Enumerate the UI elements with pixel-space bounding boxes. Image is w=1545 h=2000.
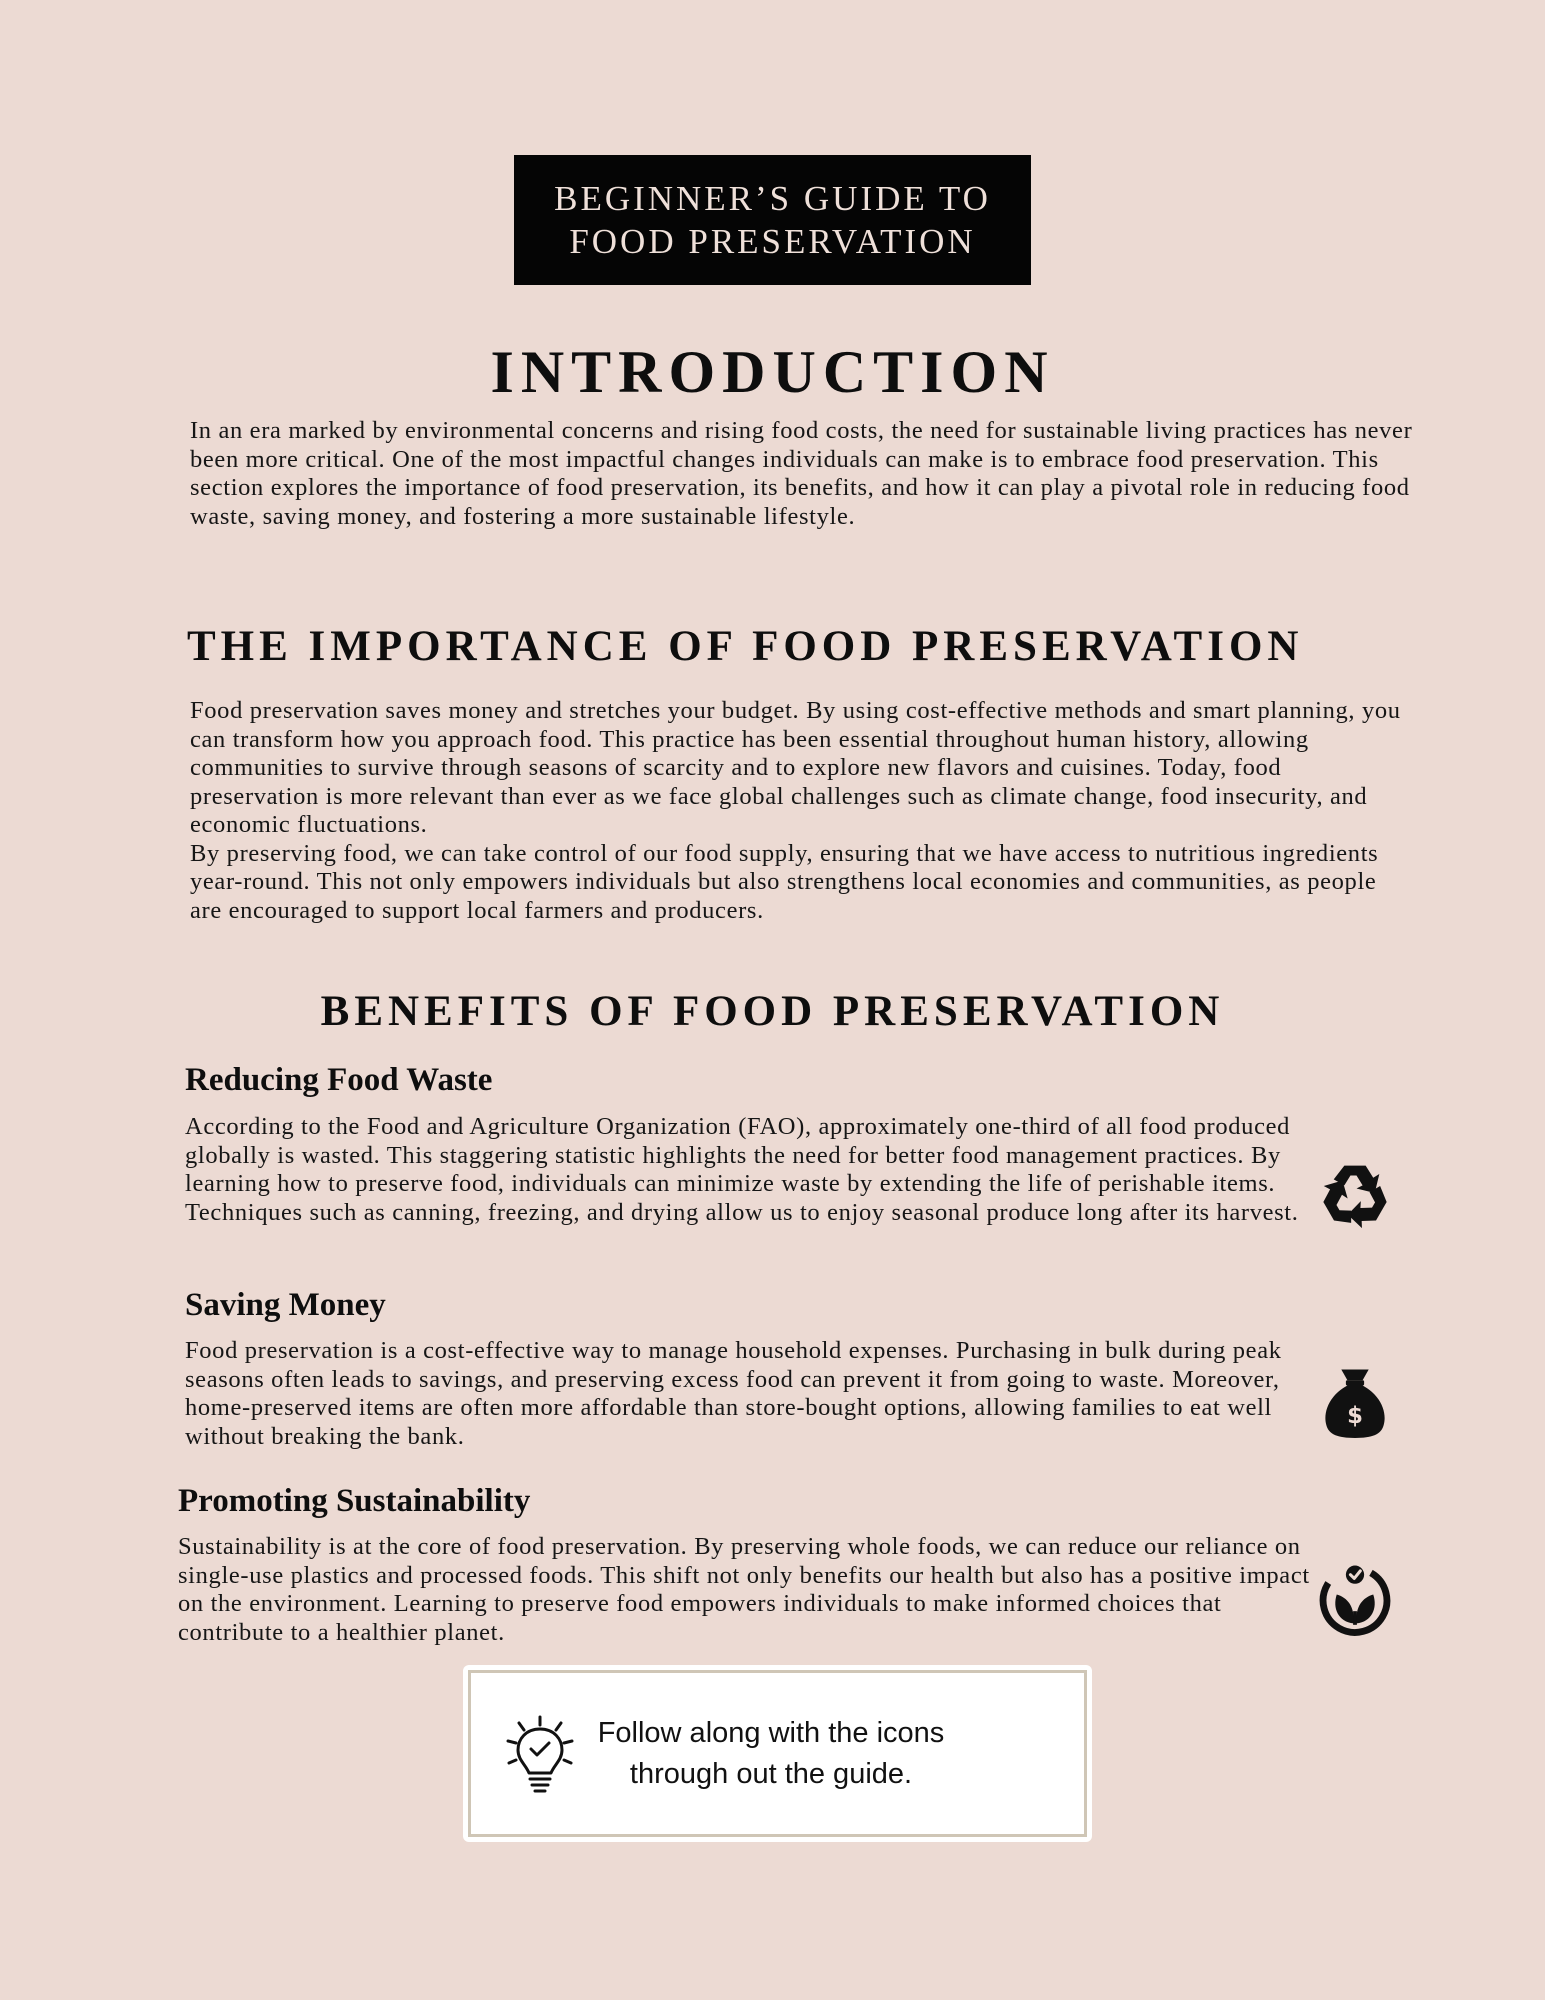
svg-text:$: $ xyxy=(1347,1402,1363,1429)
promoting-sustainability-paragraph: Sustainability is at the core of food preservation. By preserving whole foods, we can reduce our reliance on single-use plastics and processed foods. This shift not only benefits our health but also has a positive impact on the environment. Learning to preserve food empowers individuals to make informed choices that contribute to a healthier planet. xyxy=(178,1533,1310,1646)
icons-tip-line-2: through out the guide. xyxy=(629,1758,913,1790)
icons-tip-box xyxy=(463,1665,1092,1842)
promoting-sustainability-heading: Promoting Sustainability xyxy=(178,1483,531,1519)
title-banner xyxy=(514,155,1031,285)
recycle-icon xyxy=(1317,1155,1393,1231)
benefits-heading: BENEFITS OF FOOD PRESERVATION xyxy=(320,988,1225,1035)
icons-tip-frame xyxy=(468,1670,1087,1837)
reducing-food-waste-heading: Reducing Food Waste xyxy=(185,1062,493,1098)
reducing-food-waste-paragraph: According to the Food and Agriculture Organization (FAO), approximately one-third of all food produced globally is wasted. This staggering statistic highlights the need for better food management practices. By learning how to preserve food, individuals can minimize waste by extending the life of perishable items. Techniques such as canning, freezing, and drying allow us to enjoy seasonal produce long after its harvest. xyxy=(185,1113,1299,1226)
banner-line-2: FOOD PRESERVATION xyxy=(569,222,976,261)
introduction-heading: INTRODUCTION xyxy=(490,339,1055,405)
introduction-text xyxy=(190,417,1415,531)
importance-text xyxy=(190,697,1415,925)
reducing-food-waste-text xyxy=(185,1113,1320,1227)
icons-tip-text xyxy=(586,1713,956,1795)
leaf-check-icon xyxy=(1317,1561,1393,1637)
importance-paragraph-1: Food preservation saves money and stretches your budget. By using cost-effective methods and smart planning, you can transform how you approach food. This practice has been essential throughout human history, allowing communities to survive through seasons of scarcity and to explore new flavors and cuisines. Today, food preservation is more relevant than ever as we face global challenges such as climate change, food insecurity, and economic fluctuations. xyxy=(190,697,1401,838)
icons-tip-line-1: Follow along with the icons xyxy=(597,1717,945,1749)
saving-money-heading: Saving Money xyxy=(185,1287,386,1323)
saving-money-paragraph: Food preservation is a cost-effective way to manage household expenses. Purchasing in bulk during peak seasons often leads to savings, and preserving excess food can prevent it from going to waste. Moreover, home-preserved items are often more affordable than store-bought options, allowing families to eat well without breaking the bank. xyxy=(185,1337,1282,1450)
money-bag-icon xyxy=(1317,1365,1393,1441)
importance-heading: THE IMPORTANCE OF FOOD PRESERVATION xyxy=(187,623,1304,670)
introduction-paragraph: In an era marked by environmental concerns and rising food costs, the need for sustainable living practices has never been more critical. One of the most impactful changes individuals can make is to embrace food preservation. This section explores the importance of food preservation, its benefits, and how it can play a pivotal role in reducing food waste, saving money, and fostering a more sustainable lifestyle. xyxy=(190,417,1413,530)
saving-money-text xyxy=(185,1337,1320,1451)
importance-paragraph-2: By preserving food, we can take control of our food supply, ensuring that we have access to nutritious ingredients year-round. This not only empowers individuals but also strengthens local economies and communities, as people are encouraged to support local farmers and producers. xyxy=(190,839,1379,924)
lightbulb-icon xyxy=(504,1715,576,1795)
promoting-sustainability-text xyxy=(178,1533,1320,1647)
banner-line-1: BEGINNER’S GUIDE TO xyxy=(554,179,991,218)
